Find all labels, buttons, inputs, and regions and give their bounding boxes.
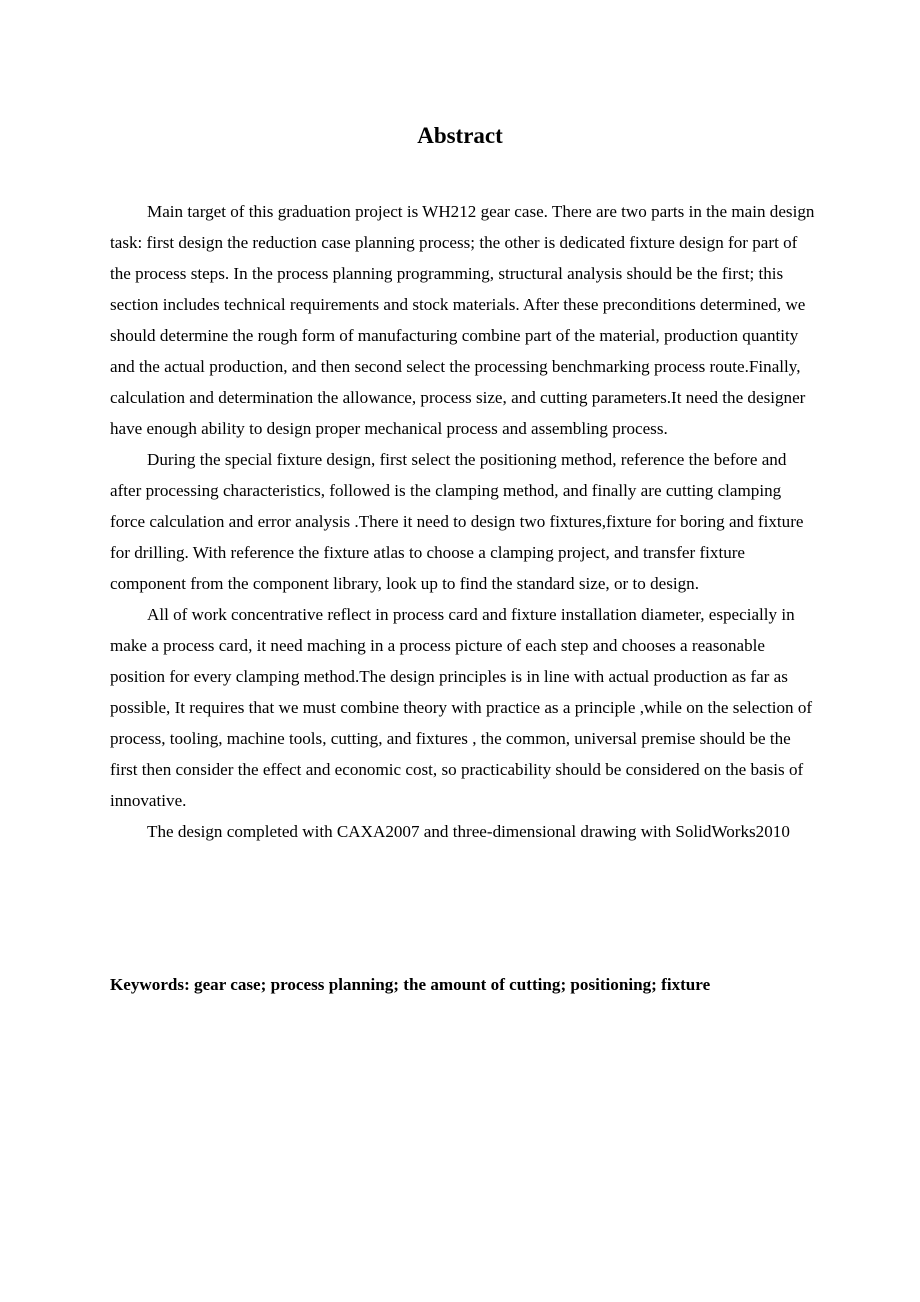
page-title: Abstract (417, 123, 503, 148)
keywords-line: Keywords: gear case; process planning; the amount of cutting; positioning; fixture (110, 975, 711, 994)
abstract-paragraph-3: All of work concentrative reflect in process card and fixture installation diameter, especially in make a process card, it need maching in a process picture of each step and chooses a reasonable position for every clamping method.The design principles is in line with actual production as far as possible, It requires that we must combine theory with practice as a principle ,while on the selection of process, tooling, machine tools, cutting, and fixtures , the common, universal premise should be the first then consider the effect and economic cost, so practicability should be considered on the basis of innovative. (110, 605, 813, 810)
abstract-body (110, 196, 815, 847)
abstract-paragraph-2: During the special fixture design, first select the positioning method, reference the before and after processing characteristics, followed is the clamping method, and finally are cutting clamping force calculation and error analysis .There it need to design two fixtures,fixture for boring and fixture for drilling. With reference the fixture atlas to choose a clamping project, and transfer fixture component from the component library, look up to find the standard size, or to design. (110, 450, 804, 593)
abstract-paragraph-1: Main target of this graduation project is WH212 gear case. There are two parts in the main design task: first design the reduction case planning process; the other is dedicated fixture design for part of the process steps. In the process planning programming, structural analysis should be the first; this section includes technical requirements and stock materials. After these preconditions determined, we should determine the rough form of manufacturing combine part of the material, production quantity and the actual production, and then second select the processing benchmarking process route.Finally, calculation and determination the allowance, process size, and cutting parameters.It need the designer have enough ability to design proper mechanical process and assembling process. (110, 202, 815, 438)
abstract-paragraph-4: The design completed with CAXA2007 and three-dimensional drawing with SolidWorks2010 (147, 822, 790, 841)
